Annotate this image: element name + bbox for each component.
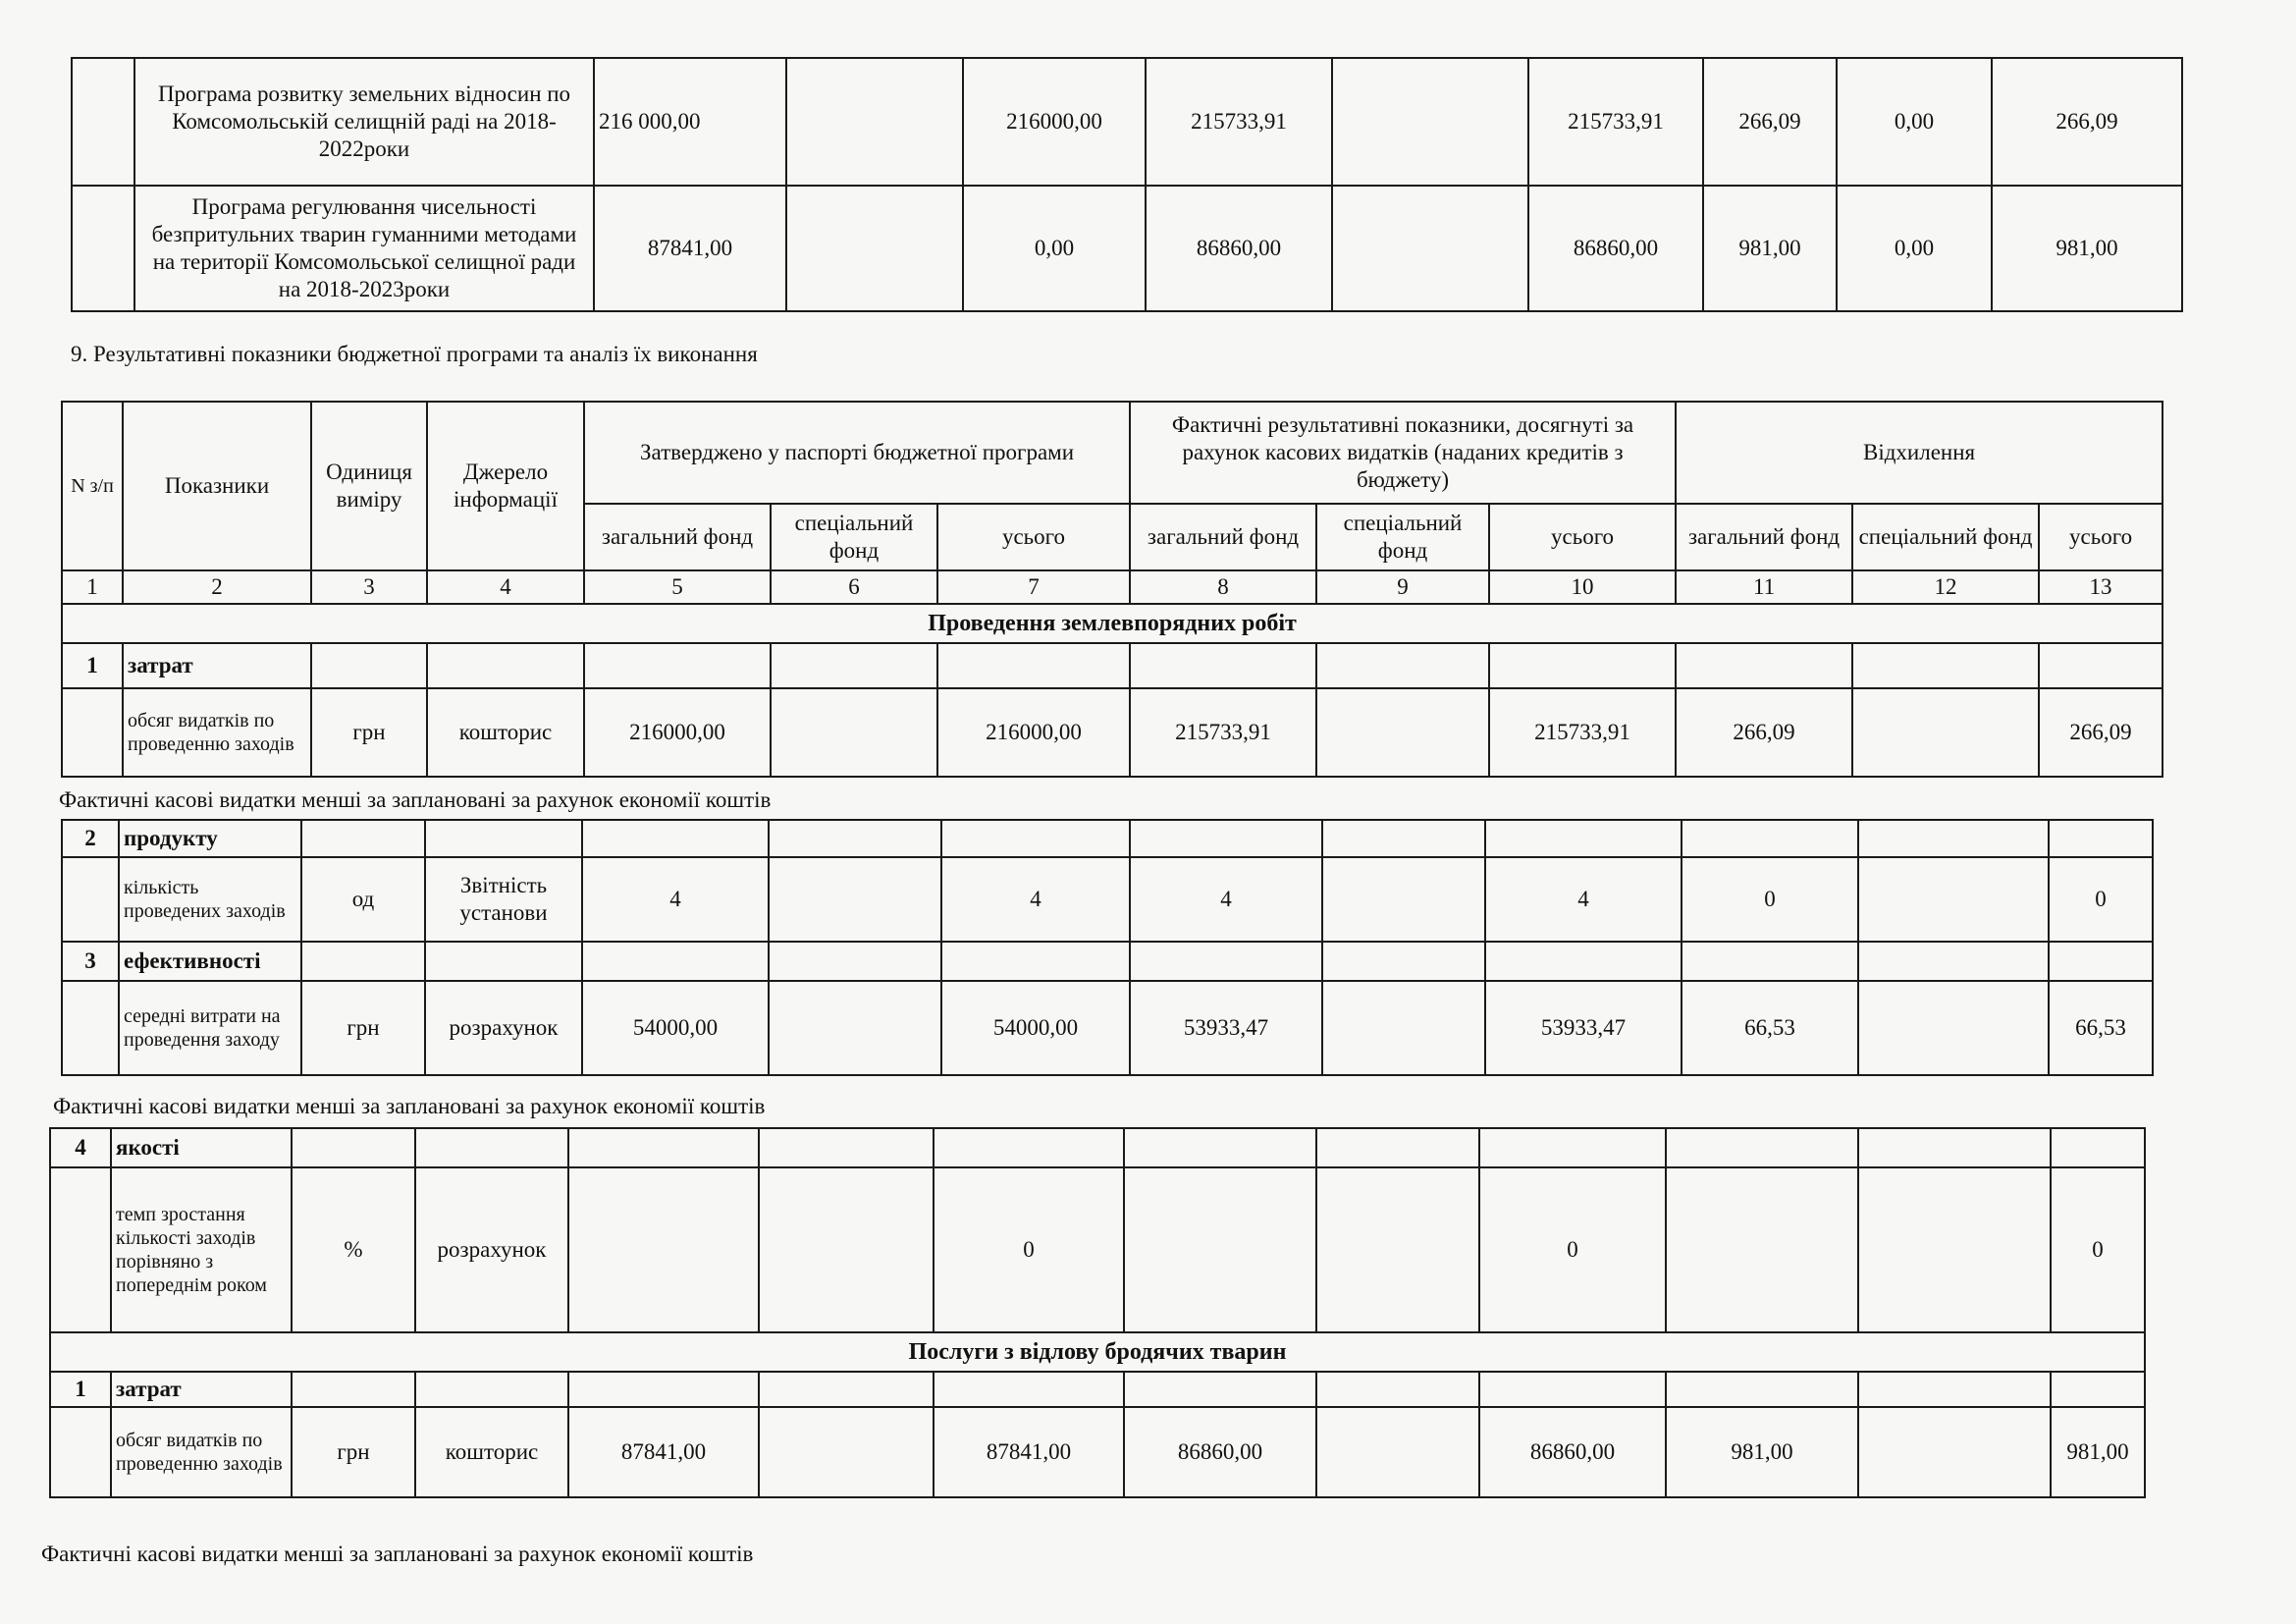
header-total: усього bbox=[1489, 504, 1676, 570]
cell: грн bbox=[311, 688, 427, 777]
group-number: 2 bbox=[62, 820, 119, 857]
group-number: 1 bbox=[50, 1372, 111, 1407]
cell: 54000,00 bbox=[582, 981, 769, 1075]
col-number: 5 bbox=[584, 570, 771, 604]
cell: 53933,47 bbox=[1130, 981, 1322, 1075]
note: Фактичні касові видатки менші за заплановані за рахунок економії коштів bbox=[59, 787, 772, 812]
col-number: 1 bbox=[62, 570, 123, 604]
section-heading: 9. Результативні показники бюджетної програми та аналіз їх виконання bbox=[71, 342, 758, 366]
header-actual: Фактичні результативні показники, досягнуті за рахунок касових видатків (наданих кредитів з бюджету) bbox=[1130, 402, 1676, 504]
cell: 216000,00 bbox=[937, 688, 1130, 777]
group-row bbox=[62, 942, 2153, 981]
cell bbox=[1332, 58, 1528, 186]
cell: 0 bbox=[2051, 1167, 2145, 1332]
cell: 54000,00 bbox=[941, 981, 1130, 1075]
cell: 4 bbox=[1485, 857, 1682, 942]
cell: 86860,00 bbox=[1124, 1407, 1316, 1497]
cell: грн bbox=[301, 981, 425, 1075]
table-row bbox=[50, 1167, 2145, 1332]
indicators-table-part2 bbox=[61, 819, 2154, 1076]
table-row bbox=[50, 1407, 2145, 1497]
header-special: спеціальний фонд bbox=[771, 504, 937, 570]
header-row bbox=[62, 402, 2163, 504]
section-title: Проведення землевпорядних робіт bbox=[62, 604, 2163, 643]
cell: од bbox=[301, 857, 425, 942]
header-special: спеціальний фонд bbox=[1852, 504, 2039, 570]
col-number: 3 bbox=[311, 570, 427, 604]
col-number: 12 bbox=[1852, 570, 2039, 604]
header-general: загальний фонд bbox=[1130, 504, 1316, 570]
cell bbox=[786, 186, 963, 311]
cell: 0,00 bbox=[963, 186, 1146, 311]
cell: 215733,91 bbox=[1528, 58, 1703, 186]
cell: 266,09 bbox=[1703, 58, 1837, 186]
cell: 0 bbox=[1479, 1167, 1666, 1332]
table-row bbox=[72, 58, 2182, 186]
header-general: загальний фонд bbox=[1676, 504, 1852, 570]
indicator-name: обсяг видатків по проведенню заходів bbox=[111, 1407, 292, 1497]
col-number: 10 bbox=[1489, 570, 1676, 604]
col-number: 7 bbox=[937, 570, 1130, 604]
program-name: Програма розвитку земельних відносин по Комсомольській селищній раді на 2018-2022роки bbox=[134, 58, 594, 186]
cell: 87841,00 bbox=[568, 1407, 759, 1497]
header-total: усього bbox=[937, 504, 1130, 570]
cell: 266,09 bbox=[1676, 688, 1852, 777]
cell: 981,00 bbox=[1666, 1407, 1858, 1497]
cell: 981,00 bbox=[2051, 1407, 2145, 1497]
cell: розрахунок bbox=[425, 981, 582, 1075]
cell: 53933,47 bbox=[1485, 981, 1682, 1075]
cell: 266,09 bbox=[2039, 688, 2163, 777]
cell: 0,00 bbox=[1837, 186, 1992, 311]
cell: 0 bbox=[2049, 857, 2153, 942]
table-row bbox=[72, 186, 2182, 311]
cell: Звітність установи bbox=[425, 857, 582, 942]
header-general: загальний фонд bbox=[584, 504, 771, 570]
cell: кошторис bbox=[427, 688, 584, 777]
cell: 66,53 bbox=[1682, 981, 1858, 1075]
group-name: якості bbox=[111, 1128, 292, 1167]
col-number: 8 bbox=[1130, 570, 1316, 604]
cell: 86860,00 bbox=[1146, 186, 1332, 311]
col-number: 9 bbox=[1316, 570, 1489, 604]
note: Фактичні касові видатки менші за заплановані за рахунок економії коштів bbox=[53, 1094, 766, 1118]
col-number: 2 bbox=[123, 570, 311, 604]
group-name: ефективності bbox=[119, 942, 301, 981]
table-row bbox=[62, 688, 2163, 777]
header-indicators: Показники bbox=[123, 402, 311, 570]
group-row bbox=[62, 820, 2153, 857]
cell: 981,00 bbox=[1703, 186, 1837, 311]
program-name: Програма регулювання чисельності безпритульних тварин гуманними методами на території Комсомольської селищної ради на 2018-2023роки bbox=[134, 186, 594, 311]
cell bbox=[786, 58, 963, 186]
section-row bbox=[50, 1332, 2145, 1372]
cell: 4 bbox=[582, 857, 769, 942]
cell: 86860,00 bbox=[1528, 186, 1703, 311]
group-row bbox=[62, 643, 2163, 688]
cell: розрахунок bbox=[415, 1167, 568, 1332]
group-name: продукту bbox=[119, 820, 301, 857]
group-number: 4 bbox=[50, 1128, 111, 1167]
section-title: Послуги з відлову бродячих тварин bbox=[50, 1332, 2145, 1372]
group-row bbox=[50, 1128, 2145, 1167]
note: Фактичні касові видатки менші за заплановані за рахунок економії коштів bbox=[41, 1542, 754, 1566]
table-row bbox=[62, 857, 2153, 942]
group-number: 3 bbox=[62, 942, 119, 981]
col-number: 11 bbox=[1676, 570, 1852, 604]
cell: 4 bbox=[941, 857, 1130, 942]
header-special: спеціальний фонд bbox=[1316, 504, 1489, 570]
section-row bbox=[62, 604, 2163, 643]
col-number: 6 bbox=[771, 570, 937, 604]
header-approved: Затверджено у паспорті бюджетної програми bbox=[584, 402, 1130, 504]
cell bbox=[1332, 186, 1528, 311]
cell: 86860,00 bbox=[1479, 1407, 1666, 1497]
table-row bbox=[62, 981, 2153, 1075]
cell: 981,00 bbox=[1992, 186, 2182, 311]
cell: 4 bbox=[1130, 857, 1322, 942]
header-total: усього bbox=[2039, 504, 2163, 570]
col-number: 13 bbox=[2039, 570, 2163, 604]
indicator-name: середні витрати на проведення заходу bbox=[119, 981, 301, 1075]
header-num: N з/п bbox=[62, 402, 123, 570]
col-number: 4 bbox=[427, 570, 584, 604]
programs-table bbox=[71, 57, 2183, 312]
indicator-name: темп зростання кількості заходів порівняно з попереднім роком bbox=[111, 1167, 292, 1332]
cell: 0 bbox=[1682, 857, 1858, 942]
cell: % bbox=[292, 1167, 415, 1332]
cell: 215733,91 bbox=[1146, 58, 1332, 186]
header-deviation: Відхилення bbox=[1676, 402, 2163, 504]
column-numbers-row bbox=[62, 570, 2163, 604]
indicators-table bbox=[61, 401, 2163, 778]
cell: грн bbox=[292, 1407, 415, 1497]
cell: 216000,00 bbox=[584, 688, 771, 777]
indicators-table-part3 bbox=[49, 1127, 2146, 1498]
cell: 0,00 bbox=[1837, 58, 1992, 186]
cell: 266,09 bbox=[1992, 58, 2182, 186]
header-unit: Одиниця виміру bbox=[311, 402, 427, 570]
group-number: 1 bbox=[62, 643, 123, 688]
group-row bbox=[50, 1372, 2145, 1407]
group-name: затрат bbox=[123, 643, 311, 688]
indicator-name: кількість проведених заходів bbox=[119, 857, 301, 942]
cell: 0 bbox=[934, 1167, 1124, 1332]
header-source: Джерело інформації bbox=[427, 402, 584, 570]
cell: 215733,91 bbox=[1130, 688, 1316, 777]
indicator-name: обсяг видатків по проведенню заходів bbox=[123, 688, 311, 777]
cell: 216 000,00 bbox=[594, 58, 786, 186]
cell: 215733,91 bbox=[1489, 688, 1676, 777]
cell: 87841,00 bbox=[594, 186, 786, 311]
cell: 216000,00 bbox=[963, 58, 1146, 186]
cell: кошторис bbox=[415, 1407, 568, 1497]
group-name: затрат bbox=[111, 1372, 292, 1407]
cell: 87841,00 bbox=[934, 1407, 1124, 1497]
cell: 66,53 bbox=[2049, 981, 2153, 1075]
